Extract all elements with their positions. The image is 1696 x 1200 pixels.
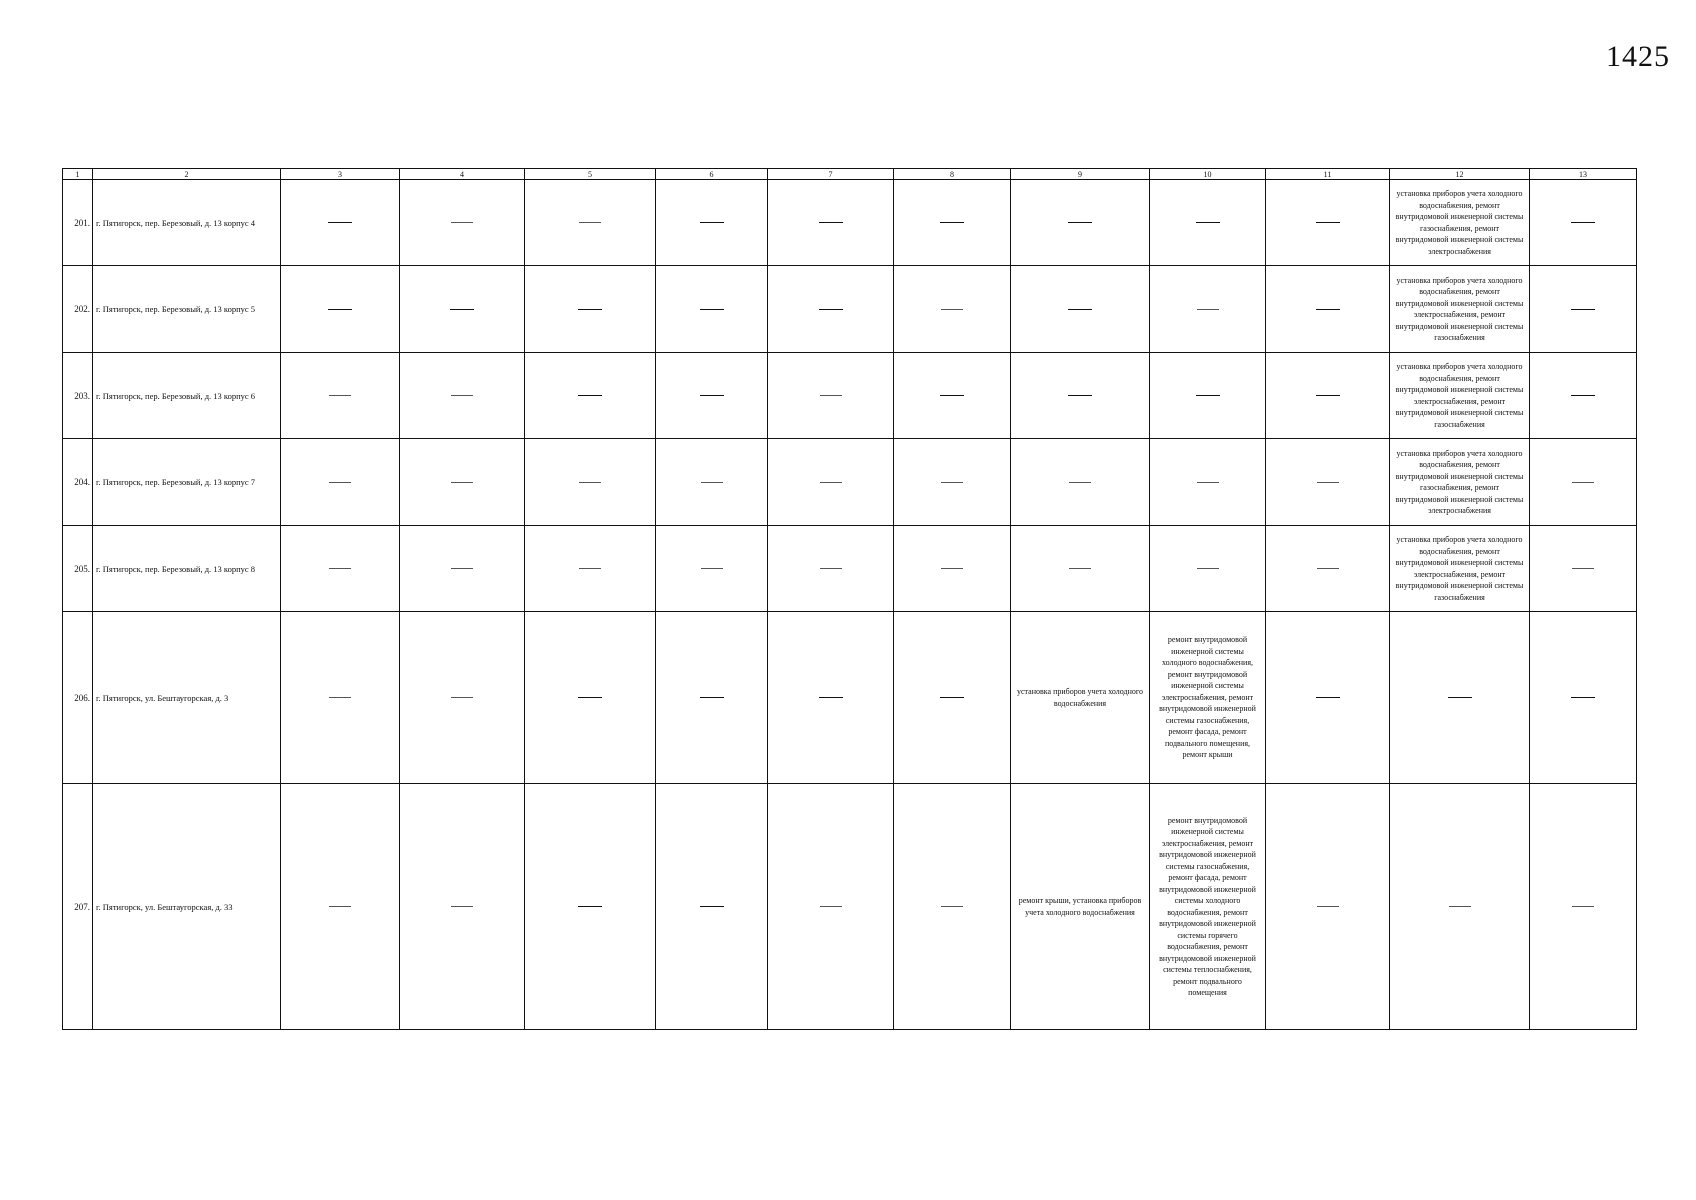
dash-mark: [1316, 395, 1340, 396]
dash-mark: [1571, 222, 1595, 223]
dash-mark: [940, 222, 964, 223]
empty-cell: [281, 266, 400, 353]
column-header: 12: [1390, 169, 1530, 180]
empty-cell: [400, 526, 525, 612]
dash-mark: [578, 395, 602, 396]
dash-mark: [579, 222, 601, 223]
empty-cell: [525, 612, 656, 784]
empty-cell: [768, 612, 894, 784]
column-header: 8: [894, 169, 1011, 180]
dash-mark: [1571, 309, 1595, 310]
empty-cell: [768, 784, 894, 1030]
column-header: 2: [93, 169, 281, 180]
dash-mark: [1572, 906, 1594, 907]
empty-cell: [1150, 353, 1266, 439]
empty-cell: [1150, 439, 1266, 526]
empty-cell: [656, 526, 768, 612]
dash-mark: [1196, 222, 1220, 223]
empty-cell: [656, 353, 768, 439]
dash-mark: [820, 395, 842, 396]
empty-cell: [768, 353, 894, 439]
empty-cell: [1266, 353, 1390, 439]
dash-mark: [578, 309, 602, 310]
empty-cell: [1390, 784, 1530, 1030]
address-cell: г. Пятигорск, пер. Березовый, д. 13 корпус 8: [93, 526, 281, 612]
dash-mark: [941, 309, 963, 310]
table-row: [63, 439, 1637, 526]
empty-cell: [1530, 784, 1637, 1030]
empty-cell: [656, 439, 768, 526]
work-description: ремонт внутридомовой инженерной системы электроснабжения, ремонт внутридомовой инженерной системы газоснабжения, ремонт фасада, ремонт внутридомовой инженерной системы холодного водоснабжения, ремонт внутридомовой инженерной системы горячего водоснабжения, ремонт внутридомовой инженерной системы теплоснабжения, ремонт подвального помещения: [1150, 784, 1266, 1030]
empty-cell: [894, 353, 1011, 439]
empty-cell: [894, 266, 1011, 353]
dash-mark: [578, 697, 602, 698]
dash-mark: [328, 222, 352, 223]
dash-mark: [1197, 309, 1219, 310]
dash-mark: [1068, 395, 1092, 396]
dash-mark: [329, 395, 351, 396]
empty-cell: [1011, 353, 1150, 439]
table-row: [63, 266, 1637, 353]
empty-cell: [768, 439, 894, 526]
work-description: установка приборов учета холодного водоснабжения, ремонт внутридомовой инженерной системы электроснабжения, ремонт внутридомовой инженерной системы газоснабжения: [1390, 526, 1530, 612]
empty-cell: [1150, 266, 1266, 353]
dash-mark: [820, 906, 842, 907]
empty-cell: [281, 180, 400, 266]
dash-mark: [1572, 568, 1594, 569]
table-row: [63, 353, 1637, 439]
work-description: установка приборов учета холодного водоснабжения, ремонт внутридомовой инженерной системы газоснабжения, ремонт внутридомовой инженерной системы электроснабжения: [1390, 180, 1530, 266]
empty-cell: [1390, 612, 1530, 784]
dash-mark: [1197, 568, 1219, 569]
dash-mark: [450, 309, 474, 310]
empty-cell: [400, 784, 525, 1030]
address-cell: г. Пятигорск, ул. Бештаугорская, д. 3: [93, 612, 281, 784]
dash-mark: [1572, 482, 1594, 483]
empty-cell: [400, 180, 525, 266]
empty-cell: [894, 612, 1011, 784]
address-cell: г. Пятигорск, пер. Березовый, д. 13 корпус 6: [93, 353, 281, 439]
column-header: 9: [1011, 169, 1150, 180]
empty-cell: [525, 353, 656, 439]
dash-mark: [1069, 568, 1091, 569]
dash-mark: [819, 309, 843, 310]
empty-cell: [1011, 439, 1150, 526]
dash-mark: [578, 906, 602, 907]
empty-cell: [525, 526, 656, 612]
dash-mark: [941, 482, 963, 483]
empty-cell: [400, 353, 525, 439]
page-number: 1425: [1606, 40, 1670, 73]
empty-cell: [525, 784, 656, 1030]
dash-mark: [1316, 309, 1340, 310]
empty-cell: [894, 784, 1011, 1030]
table-row: [63, 526, 1637, 612]
dash-mark: [579, 482, 601, 483]
empty-cell: [1266, 784, 1390, 1030]
empty-cell: [1150, 526, 1266, 612]
column-header: 4: [400, 169, 525, 180]
dash-mark: [1316, 697, 1340, 698]
row-number: 202.: [63, 266, 93, 353]
dash-mark: [819, 222, 843, 223]
column-header: 6: [656, 169, 768, 180]
empty-cell: [400, 266, 525, 353]
empty-cell: [1266, 439, 1390, 526]
dash-mark: [940, 697, 964, 698]
row-number: 207.: [63, 784, 93, 1030]
dash-mark: [451, 482, 473, 483]
address-cell: г. Пятигорск, пер. Березовый, д. 13 корпус 4: [93, 180, 281, 266]
dash-mark: [1317, 482, 1339, 483]
column-header: 10: [1150, 169, 1266, 180]
dash-mark: [451, 222, 473, 223]
address-cell: г. Пятигорск, пер. Березовый, д. 13 корпус 5: [93, 266, 281, 353]
empty-cell: [281, 526, 400, 612]
dash-mark: [940, 395, 964, 396]
empty-cell: [1530, 353, 1637, 439]
empty-cell: [400, 612, 525, 784]
row-number: 203.: [63, 353, 93, 439]
table-row: [63, 612, 1637, 784]
dash-mark: [328, 309, 352, 310]
table-row: [63, 180, 1637, 266]
dash-mark: [700, 309, 724, 310]
dash-mark: [451, 568, 473, 569]
dash-mark: [1068, 309, 1092, 310]
dash-mark: [329, 568, 351, 569]
empty-cell: [656, 612, 768, 784]
empty-cell: [1266, 526, 1390, 612]
dash-mark: [941, 906, 963, 907]
empty-cell: [1266, 180, 1390, 266]
dash-mark: [1196, 395, 1220, 396]
empty-cell: [1530, 612, 1637, 784]
dash-mark: [1197, 482, 1219, 483]
dash-mark: [1069, 482, 1091, 483]
dash-mark: [1571, 395, 1595, 396]
empty-cell: [1530, 266, 1637, 353]
empty-cell: [1530, 439, 1637, 526]
work-description: установка приборов учета холодного водоснабжения, ремонт внутридомовой инженерной системы газоснабжения, ремонт внутридомовой инженерной системы электроснабжения: [1390, 439, 1530, 526]
dash-mark: [700, 697, 724, 698]
empty-cell: [768, 526, 894, 612]
dash-mark: [1316, 222, 1340, 223]
dash-mark: [579, 568, 601, 569]
work-description: установка приборов учета холодного водоснабжения, ремонт внутридомовой инженерной системы электроснабжения, ремонт внутридомовой инженерной системы газоснабжения: [1390, 353, 1530, 439]
dash-mark: [329, 906, 351, 907]
empty-cell: [1266, 612, 1390, 784]
dash-mark: [329, 697, 351, 698]
column-header: 1: [63, 169, 93, 180]
dash-mark: [701, 482, 723, 483]
empty-cell: [281, 353, 400, 439]
empty-cell: [400, 439, 525, 526]
table-row: [63, 784, 1637, 1030]
empty-cell: [525, 180, 656, 266]
row-number: 204.: [63, 439, 93, 526]
dash-mark: [451, 906, 473, 907]
dash-mark: [1448, 697, 1472, 698]
work-description: установка приборов учета холодного водоснабжения, ремонт внутридомовой инженерной системы электроснабжения, ремонт внутридомовой инженерной системы газоснабжения: [1390, 266, 1530, 353]
empty-cell: [768, 266, 894, 353]
empty-cell: [894, 180, 1011, 266]
empty-cell: [525, 266, 656, 353]
dash-mark: [700, 395, 724, 396]
empty-cell: [1530, 526, 1637, 612]
dash-mark: [700, 906, 724, 907]
empty-cell: [281, 439, 400, 526]
empty-cell: [1150, 180, 1266, 266]
dash-mark: [1449, 906, 1471, 907]
dash-mark: [451, 395, 473, 396]
work-description: установка приборов учета холодного водоснабжения: [1011, 612, 1150, 784]
row-number: 206.: [63, 612, 93, 784]
work-description: ремонт внутридомовой инженерной системы холодного водоснабжения, ремонт внутридомовой инженерной системы электроснабжения, ремонт внутридомовой инженерной системы газоснабжения, ремонт фасада, ремонт подвального помещения, ремонт крыши: [1150, 612, 1266, 784]
address-cell: г. Пятигорск, пер. Березовый, д. 13 корпус 7: [93, 439, 281, 526]
empty-cell: [656, 180, 768, 266]
empty-cell: [1011, 266, 1150, 353]
empty-cell: [1011, 180, 1150, 266]
dash-mark: [1571, 697, 1595, 698]
dash-mark: [820, 568, 842, 569]
empty-cell: [281, 784, 400, 1030]
empty-cell: [656, 266, 768, 353]
address-cell: г. Пятигорск, ул. Бештаугорская, д. 33: [93, 784, 281, 1030]
dash-mark: [1068, 222, 1092, 223]
empty-cell: [281, 612, 400, 784]
empty-cell: [1530, 180, 1637, 266]
column-header: 13: [1530, 169, 1637, 180]
empty-cell: [1011, 526, 1150, 612]
column-header: 7: [768, 169, 894, 180]
dash-mark: [1317, 906, 1339, 907]
work-description: ремонт крыши, установка приборов учета холодного водоснабжения: [1011, 784, 1150, 1030]
row-number: 205.: [63, 526, 93, 612]
empty-cell: [894, 526, 1011, 612]
header-row: [63, 169, 1637, 180]
empty-cell: [894, 439, 1011, 526]
registry-table: [62, 168, 1637, 1030]
column-header: 3: [281, 169, 400, 180]
empty-cell: [656, 784, 768, 1030]
dash-mark: [329, 482, 351, 483]
column-header: 11: [1266, 169, 1390, 180]
dash-mark: [700, 222, 724, 223]
row-number: 201.: [63, 180, 93, 266]
dash-mark: [820, 482, 842, 483]
column-header: 5: [525, 169, 656, 180]
empty-cell: [768, 180, 894, 266]
dash-mark: [941, 568, 963, 569]
empty-cell: [1266, 266, 1390, 353]
dash-mark: [819, 697, 843, 698]
empty-cell: [525, 439, 656, 526]
dash-mark: [451, 697, 473, 698]
dash-mark: [701, 568, 723, 569]
dash-mark: [1317, 568, 1339, 569]
